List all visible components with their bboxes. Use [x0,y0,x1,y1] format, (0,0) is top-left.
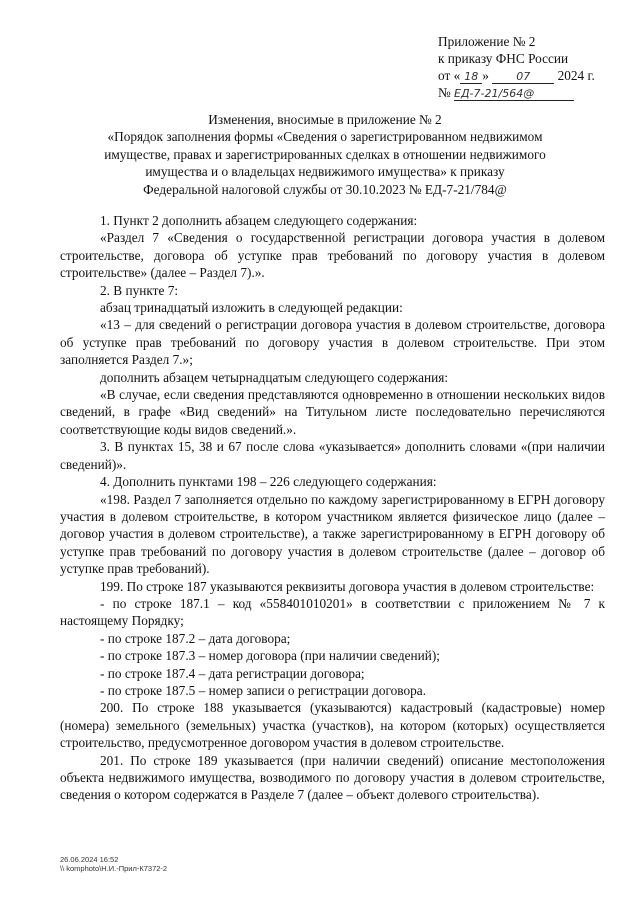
heading-line-5: Федеральной налоговой службы от 30.10.2023 № ЕД-7-21/784@ [143,181,507,197]
appendix-title: Приложение № 2 [438,34,536,49]
paragraph: 200. По строке 188 указывается (указываются) кадастровый (кадастровые) номер (номера) земельного (земельных) участка (участков), на котором (которых) осуществляется строительство, предусмотренное договором участия в долевом строительстве. [60,700,605,751]
heading-line-4: имущества и о владельцах недвижимого имущества» к приказу [145,164,505,180]
paragraph: «198. Раздел 7 заполняется отдельно по каждому зарегистрированному в ЕГРН договору участия в долевом строительстве, в котором участником является физическое лицо (далее – договор участия в долевом строительстве), а также зарегистрированному в ЕГРН договору об уступке прав требований по договору участия в долевом строительстве (далее – договор об уступке прав требований). [60,491,605,577]
footer-timestamp: 26.06.2024 16:52 [60,855,119,864]
appendix-block [438,33,628,101]
appendix-number [438,84,628,101]
number-prefix: № [438,85,451,100]
heading-line-3: имуществе, правах и зарегистрированных сделках в отношении недвижимого [104,146,546,162]
paragraph: - по строке 187.2 – дата договора; [100,630,291,646]
paragraph: 4. Дополнить пунктами 198 – 226 следующего содержания: [100,474,437,490]
document-heading [60,111,590,198]
appendix-order: к приказу ФНС России [438,51,569,66]
document-body [60,212,605,804]
paragraph: - по строке 187.1 – код «558401010201» в соответствии с приложением № 7 к настоящему Порядку; [60,595,605,629]
paragraph: «Раздел 7 «Сведения о государственной регистрации договора участия в долевом строительстве, договора об уступке прав требований по договору участия в долевом строительстве» (далее – Раздел 7).». [60,230,605,281]
paragraph: - по строке 187.5 – номер записи о регистрации договора. [100,682,427,698]
footer-filepath: \\ komphoto\Н.И.-Прил-К7372-2 [60,864,168,873]
print-footer [60,855,167,873]
paragraph: - по строке 187.4 – дата регистрации договора; [100,665,365,681]
paragraph: 3. В пунктах 15, 38 и 67 после слова «указывается» дополнить словами «(при наличии сведений)». [60,439,605,472]
paragraph: - по строке 187.3 – номер договора (при наличии сведений); [100,648,441,664]
heading-line-1: Изменения, вносимые в приложение № 2 [208,112,442,127]
paragraph: «13 – для сведений о регистрации договора участия в долевом строительстве, договора об уступке прав требований по договору участия в долевом строительстве. При этом заполняется Раздел 7.»; [60,317,605,368]
paragraph: 201. По строке 189 указывается (при наличии сведений) описание местоположения объекта недвижимого имущества, возводимого по договору участия в долевом строительстве, сведения о котором содержатся в Разделе 7 (далее – объект долевого строительства). [60,752,605,803]
paragraph: 2. В пункте 7: [100,282,179,298]
paragraph: «В случае, если сведения представляются одновременно в отношении нескольких видов сведений, в графе «Вид сведений» на Титульном листе последовательно перечисляются соответствующие коды видов сведений.». [60,387,605,437]
number-handwritten: ЕД-7-21/564@ [454,87,574,101]
date-prefix: от « [438,68,461,83]
appendix-date [438,67,628,84]
paragraph: абзац тринадцатый изложить в следующей редакции: [100,300,403,316]
date-month-handwritten: 07 [492,70,554,84]
paragraph: 1. Пункт 2 дополнить абзацем следующего содержания: [100,213,418,228]
paragraph: дополнить абзацем четырнадцатым следующего содержания: [100,369,449,385]
paragraph: 199. По строке 187 указываются реквизиты договора участия в долевом строительстве: [100,578,595,594]
heading-line-2: «Порядок заполнения формы «Сведения о зарегистрированном недвижимом [107,129,543,145]
date-year: 2024 г. [557,68,595,83]
date-mid: » [482,68,489,83]
date-day-handwritten: 18 [460,70,482,84]
